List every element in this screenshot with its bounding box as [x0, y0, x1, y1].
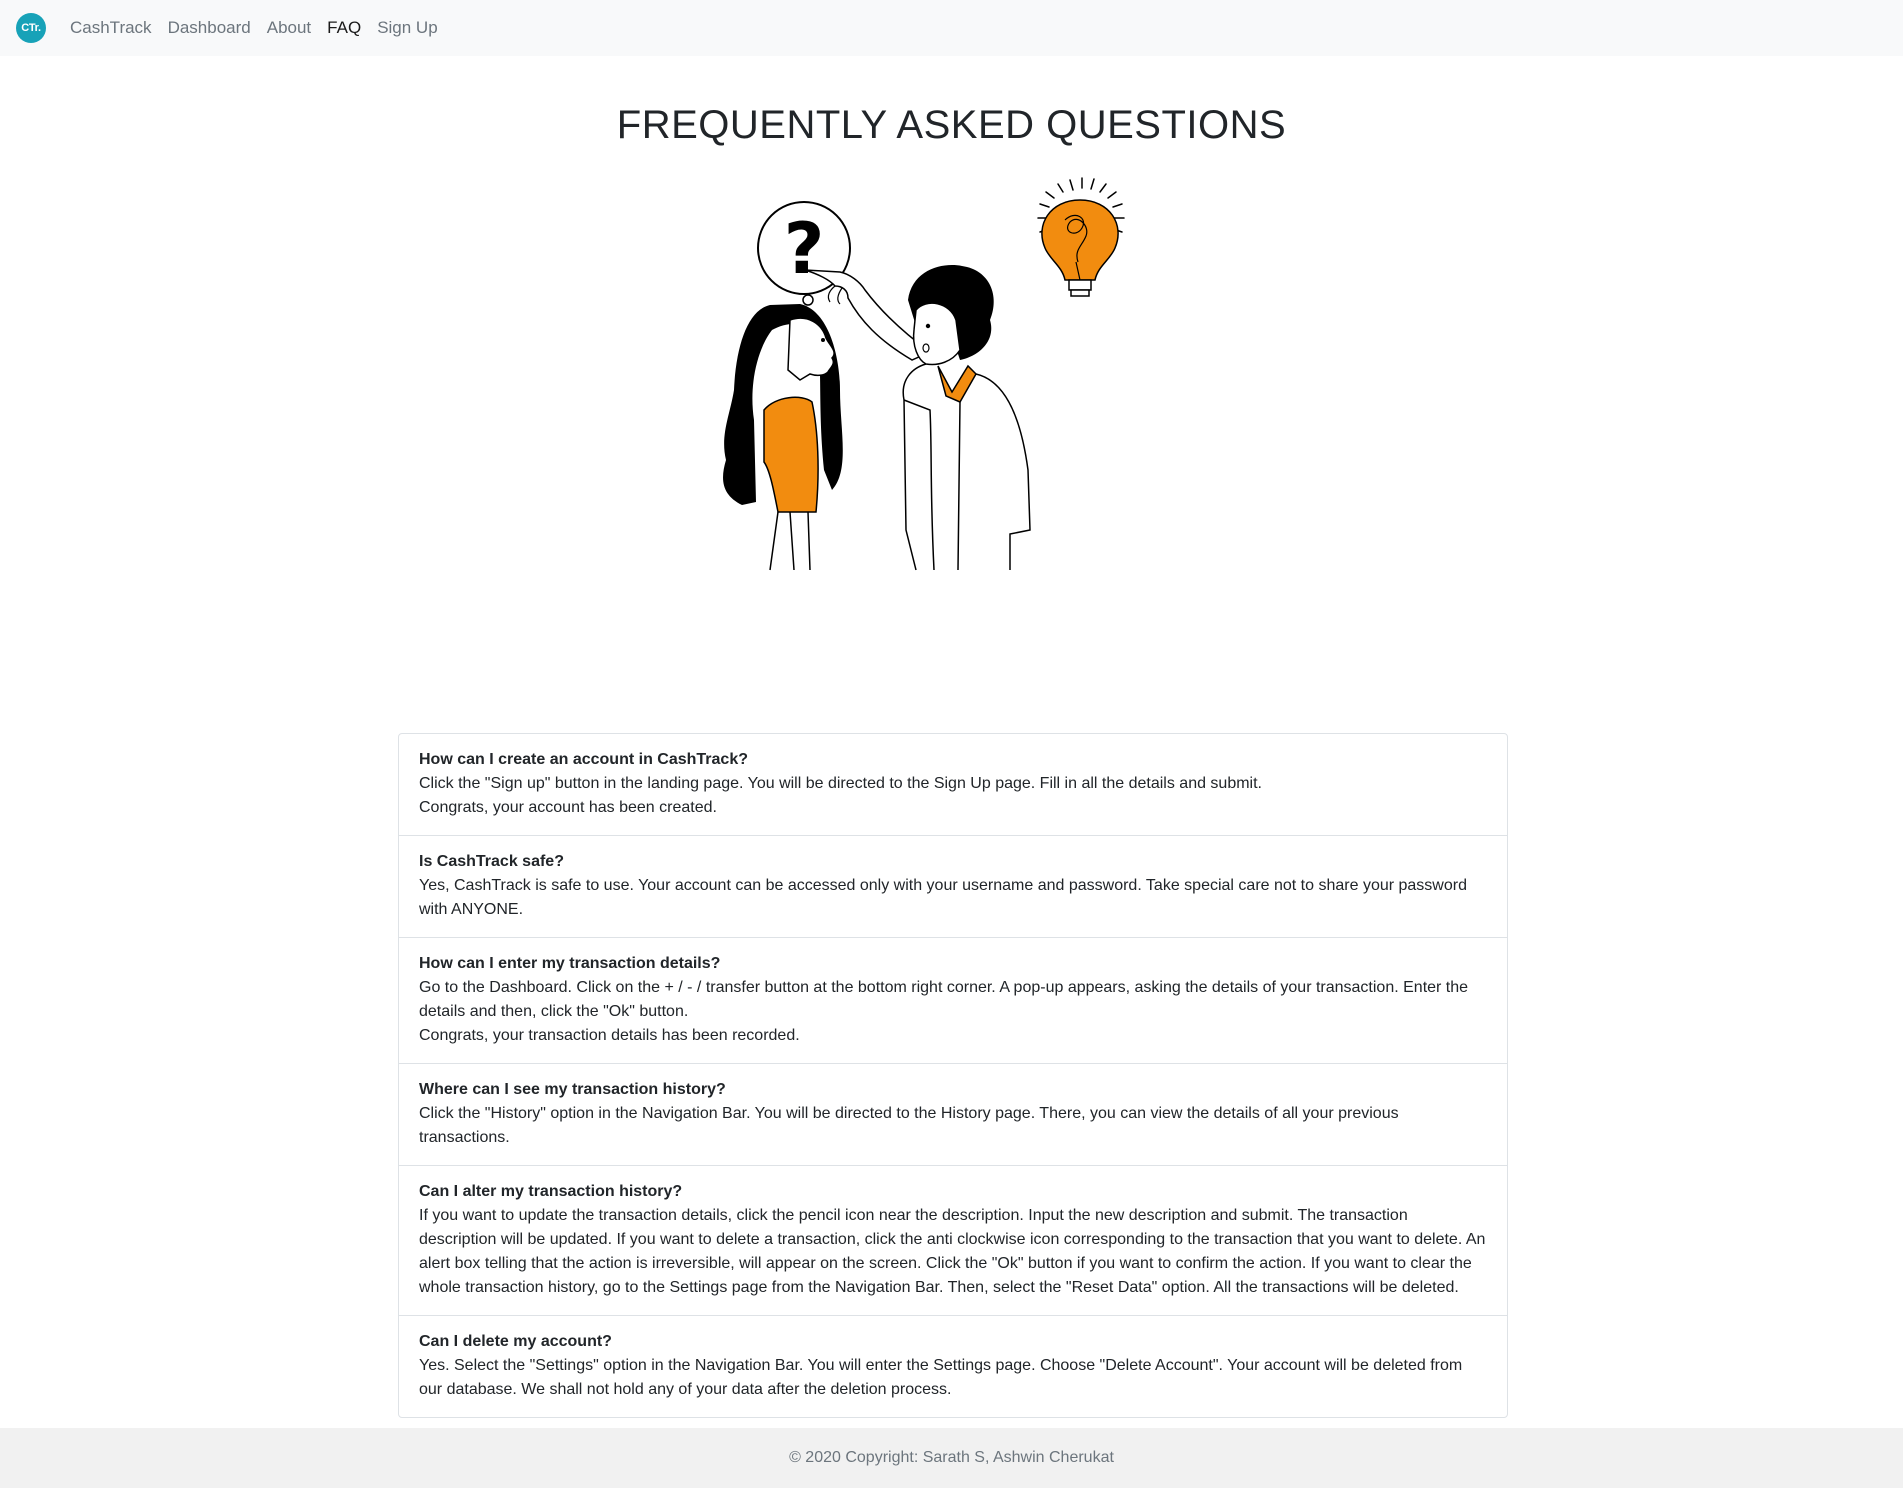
faq-answer: Congrats, your transaction details has been recorded.: [419, 1027, 800, 1044]
faq-answer: Yes, CashTrack is safe to use. Your account can be accessed only with your username and password. Take special care not to share your password with ANYONE.: [419, 877, 1467, 918]
faq-answer: If you want to update the transaction details, click the pencil icon near the description. Input the new description and submit. The transaction description will be updated. If you want to delete a transaction, click the anti clockwise icon corresponding to the transaction that you want to delete. An alert box telling that the action is irreversible, will appear on the screen. Click the "Ok" button if you want to confirm the action. If you want to clear the whole transaction history, go to the Settings page from the Navigation Bar. Then, select the "Reset Data" option. All the transactions will be deleted.: [419, 1207, 1486, 1296]
faq-item-enter-transaction: [399, 937, 1507, 1063]
faq-question: How can I enter my transaction details?: [419, 955, 721, 972]
faq-question: Can I delete my account?: [419, 1333, 612, 1350]
faq-item-create-account: [399, 734, 1507, 835]
nav-link-dashboard[interactable]: Dashboard: [167, 18, 251, 37]
faq-list: [398, 733, 1508, 1418]
faq-item-safe: [399, 835, 1507, 937]
svg-text:?: ?: [783, 208, 825, 290]
nav-link-faq[interactable]: FAQ: [327, 18, 362, 37]
faq-question: How can I create an account in CashTrack?: [419, 751, 748, 768]
faq-question: Where can I see my transaction history?: [419, 1081, 726, 1098]
faq-answer: Yes. Select the "Settings" option in the Navigation Bar. You will enter the Settings page. Choose "Delete Account". Your account will be deleted from our database. We shall not hold any of your data after the deletion process.: [419, 1357, 1463, 1398]
nav-link-about[interactable]: About: [266, 18, 312, 37]
page-title: FREQUENTLY ASKED QUESTIONS: [616, 103, 1287, 147]
copyright-text: © 2020 Copyright: Sarath S, Ashwin Cherukat: [789, 1449, 1114, 1466]
footer: [0, 1428, 1903, 1488]
nav-brand[interactable]: CashTrack: [70, 18, 152, 37]
faq-item-history: [399, 1063, 1507, 1165]
logo-icon[interactable]: CTr.: [16, 13, 46, 43]
faq-item-delete-account: [399, 1315, 1507, 1417]
faq-answer: Click the "Sign up" button in the landing page. You will be directed to the Sign Up page. Fill in all the details and submit.: [419, 775, 1262, 792]
navbar: [0, 0, 1903, 56]
faq-question: Can I alter my transaction history?: [419, 1183, 683, 1200]
faq-answer: Congrats, your account has been created.: [419, 799, 717, 816]
nav-link-signup[interactable]: Sign Up: [377, 18, 438, 37]
faq-illustration: [690, 170, 1210, 670]
faq-item-alter-history: [399, 1165, 1507, 1315]
faq-question: Is CashTrack safe?: [419, 853, 564, 870]
faq-answer: Click the "History" option in the Navigation Bar. You will be directed to the History page. There, you can view the details of all your previous transactions.: [419, 1105, 1399, 1146]
faq-answer: Go to the Dashboard. Click on the + / - / transfer button at the bottom right corner. A pop-up appears, asking the details of your transaction. Enter the details and then, click the "Ok" button.: [419, 979, 1469, 1020]
